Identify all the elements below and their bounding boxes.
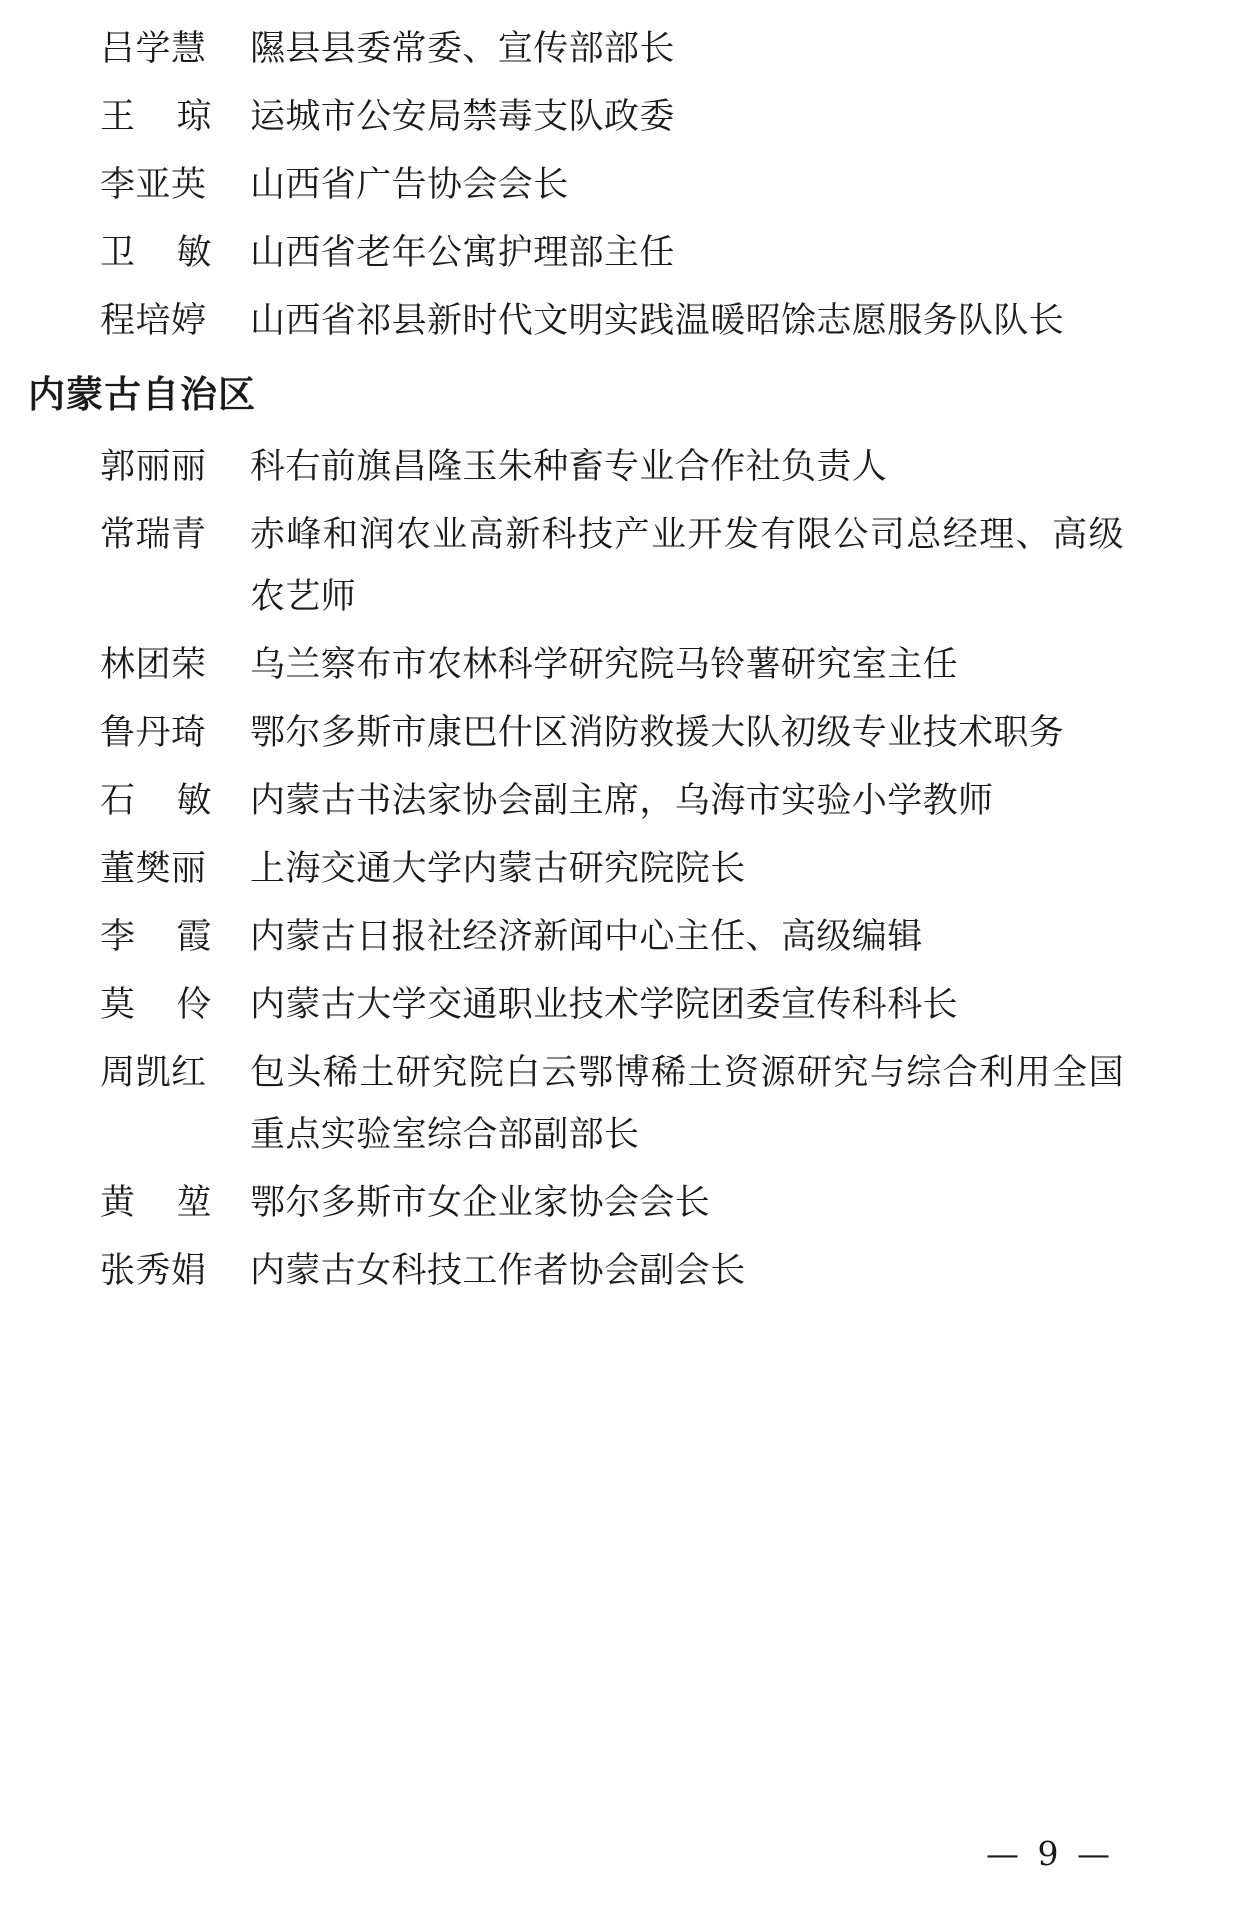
person-name: 李 霞: [100, 917, 212, 957]
person-title: 上海交通大学内蒙古研究院院长: [250, 849, 746, 889]
person-title: 山西省老年公寓护理部主任: [250, 233, 675, 273]
person-name: 林团荣: [100, 645, 207, 685]
list-item: [100, 838, 1124, 900]
list-item: [100, 436, 1124, 498]
list-item: [100, 1172, 1124, 1234]
section-list: [100, 436, 1124, 1302]
list-item: [100, 634, 1124, 696]
person-title: 内蒙古日报社经济新闻中心主任、高级编辑: [250, 917, 923, 957]
person-name: 卫 敏: [100, 233, 212, 273]
list-item: [100, 222, 1124, 284]
person-name: 常瑞青: [100, 515, 207, 555]
list-item: [100, 702, 1124, 764]
list-item: [100, 906, 1124, 968]
person-name: 吕学慧: [100, 29, 207, 69]
person-title: 科右前旗昌隆玉朱种畜专业合作社负责人: [250, 447, 888, 487]
list-item: [100, 290, 1124, 352]
person-name: 程培婷: [100, 301, 207, 341]
person-name: 郭丽丽: [100, 447, 207, 487]
person-name: 张秀娟: [100, 1251, 207, 1291]
person-title: 乌兰察布市农林科学研究院马铃薯研究室主任: [250, 645, 959, 685]
person-title: 隰县县委常委、宣传部部长: [250, 29, 675, 69]
person-title: 包头稀土研究院白云鄂博稀土资源研究与综合利用全国重点实验室综合部副部长: [250, 1053, 1124, 1155]
person-name: 莫 伶: [100, 985, 212, 1025]
region-heading: 内蒙古自治区: [28, 373, 256, 416]
person-title: 内蒙古女科技工作者协会副会长: [250, 1251, 746, 1291]
person-name: 鲁丹琦: [100, 713, 207, 753]
list-item: [100, 974, 1124, 1036]
list-item: [100, 770, 1124, 832]
person-name: 李亚英: [100, 165, 207, 205]
page-number: — 9 —: [986, 1834, 1114, 1873]
list-item: [100, 504, 1124, 628]
section-list: [100, 18, 1124, 352]
list-item: [100, 1240, 1124, 1302]
list-item: [100, 18, 1124, 80]
person-name: 王 琼: [100, 97, 212, 137]
person-title: 山西省祁县新时代文明实践温暖昭馀志愿服务队队长: [250, 301, 1065, 341]
person-name: 周凯红: [100, 1053, 207, 1093]
person-title: 山西省广告协会会长: [250, 165, 569, 205]
person-name: 黄 堃: [100, 1183, 212, 1223]
list-item: [100, 154, 1124, 216]
person-name: 董樊丽: [100, 849, 207, 889]
person-title: 鄂尔多斯市康巴什区消防救援大队初级专业技术职务: [250, 713, 1065, 753]
person-title: 赤峰和润农业高新科技产业开发有限公司总经理、高级农艺师: [250, 515, 1124, 617]
person-title: 鄂尔多斯市女企业家协会会长: [250, 1183, 711, 1223]
person-name: 石 敏: [100, 781, 212, 821]
person-title: 内蒙古书法家协会副主席，乌海市实验小学教师: [250, 781, 994, 821]
person-title: 运城市公安局禁毒支队政委: [250, 97, 675, 137]
list-item: [100, 86, 1124, 148]
person-title: 内蒙古大学交通职业技术学院团委宣传科科长: [250, 985, 959, 1025]
list-item: [100, 1042, 1124, 1166]
